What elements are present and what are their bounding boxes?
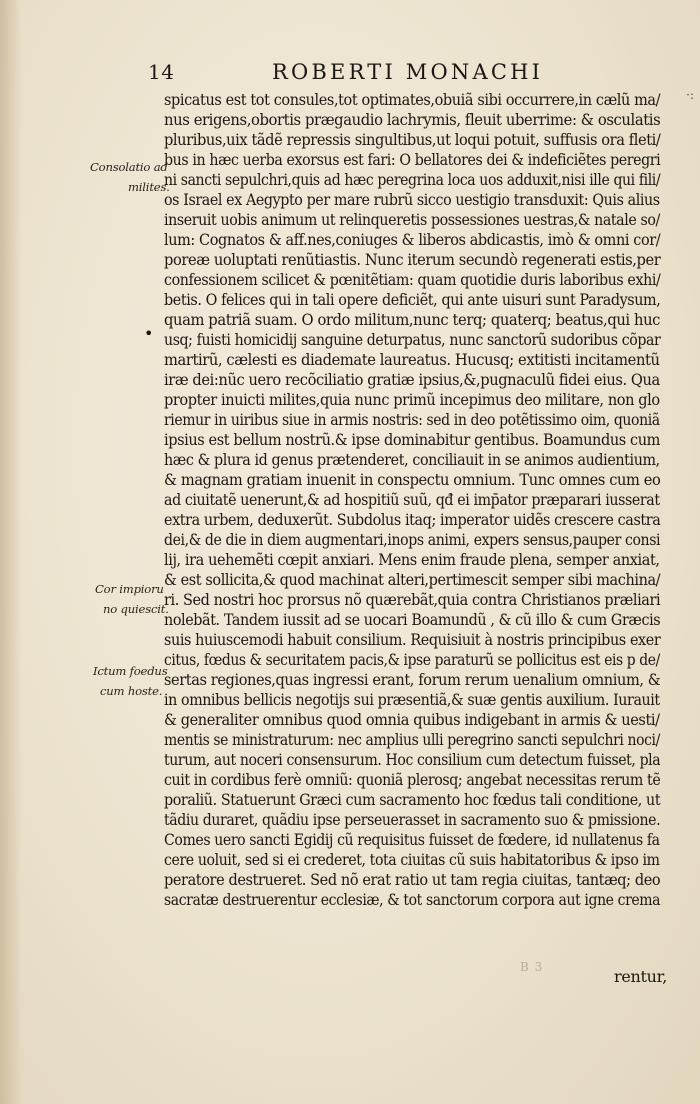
text-line: poraliũ. Statuerunt Græci cum sacramento hoc fœdus tali conditione, ut — [164, 790, 661, 809]
text-line: ni sancti sepulchri,quis ad hæc peregrina loca uos adduxit,nisi ille qui fili/ — [164, 170, 661, 189]
marginal-dot-mark: • — [144, 324, 154, 343]
text-line: cere uoluit, sed si ei crederet, tota ciuitas cũ suis habitatoribus & ipso im — [164, 850, 660, 869]
text-line: ipsius est bellum nostrũ.& ipse dominabitur gentibus. Boamundus cum — [164, 430, 660, 449]
text-line: peratore destrueret. Sed nõ erat ratio ut tam regia ciuitas, tantæq; deo — [164, 870, 661, 889]
text-line: nolebãt. Tandem iussit ad se uocari Boamundũ , & cũ illo & cum Græcis — [164, 610, 661, 629]
text-line: bus in hæc uerba exorsus est fari: O bellatores dei & indeficiẽtes peregri — [164, 150, 661, 169]
text-line: spicatus est tot consules,tot optimates,obuiã sibi occurrere,in cælũ ma/ — [164, 90, 661, 109]
marginal-note-cor-impiorum-line-2: no quiescit. — [103, 602, 169, 616]
text-line: poreæ uoluptati renũtiastis. Nunc iterum secundò regenerati estis,per — [164, 250, 661, 269]
text-line: inseruit uobis animum ut relinqueretis possessiones uestras,& natale so/ — [164, 210, 660, 229]
catchword: rentur, — [614, 967, 668, 986]
text-line: mentis se ministraturum: nec amplius ulli peregrino sancti sepulchri noci/ — [164, 730, 660, 749]
text-line: pluribus,uix tãdẽ repressis singultibus,ut loqui potuit, suffusis ora fleti/ — [164, 130, 661, 149]
text-line: ad ciuitatẽ uenerunt,& ad hospitiũ suũ, qđ ei imp̄ator præparari iusserat — [164, 490, 660, 509]
marginal-note-ictum-foedus-line-1: Ictum foedus — [93, 664, 168, 678]
running-title: ROBERTI MONACHI — [272, 60, 544, 84]
text-line: cuit in cordibus ferè omniũ: quoniã plerosq; angebat necessitas rerum tẽ — [164, 770, 661, 789]
text-line: turum, aut noceri consensurum. Hoc consilium cum detectum fuisset, pla — [164, 750, 661, 769]
text-line: & magnam gratiam inuenit in conspectu omnium. Tunc omnes cum eo — [164, 470, 661, 489]
text-line: dei,& de die in diem augmentari,inops animi, expers sensus,pauper consi — [164, 530, 661, 549]
text-line: extra urbem, deduxerũt. Subdolus itaq; imperator uidẽs crescere castra — [164, 510, 661, 529]
text-line: nus erigens,obortis prægaudio lachrymis, fleuit uberrime: & osculatis — [164, 110, 661, 129]
page-header — [0, 60, 700, 86]
margin-smudge-mark: ·: — [686, 88, 694, 102]
text-line: & est sollicita,& quod machinat alteri,pertimescit semper sibi machina/ — [164, 570, 661, 589]
text-line: os Israel ex Aegypto per mare rubrũ sicco uestigio transduxit: Quis alius — [164, 190, 660, 209]
text-line: ri. Sed nostri hoc prorsus nõ quærebãt,quia contra Christianos præliari — [164, 590, 661, 609]
text-line: martirũ, cælesti es diademate laureatus. Hucusq; extitisti incitamentũ — [164, 350, 660, 369]
text-line: lum: Cognatos & aff.nes,coniuges & liberos abdicastis, imò & omni cor/ — [164, 230, 661, 249]
page-number: 14 — [148, 60, 175, 84]
text-line: iræ dei:nũc uero recõciliatio gratiæ ipsius,&,pugnaculũ fidei eius. Qua — [164, 370, 660, 389]
text-line: Comes uero sancti Egidij cũ requisitus fuisset de fœdere, id nullatenus fa — [164, 830, 660, 849]
text-line: suis huiuscemodi habuit consilium. Requisiuit à nostris principibus exer — [164, 630, 661, 649]
text-line: sacratæ destruerentur ecclesiæ, & tot sanctorum corpora aut igne crema — [164, 890, 661, 909]
signature-mark: B 3 — [520, 960, 544, 974]
text-line: citus, fœdus & securitatem pacis,& ipse paraturũ se pollicitus est eis p de/ — [164, 650, 660, 669]
text-line: betis. O felices qui in tali opere deficiẽt, qui ante uisuri sunt Paradysum, — [164, 290, 661, 309]
text-line: in omnibus bellicis negotijs sui præsentiã,& suæ gentis auxilium. Iurauit — [164, 690, 660, 709]
marginal-note-ictum-foedus-line-2: cum hoste. — [100, 684, 163, 698]
text-line: sertas regiones,quas ingressi erant, forum rerum uenalium omnium, & — [164, 670, 661, 689]
marginal-note-cor-impiorum-line-1: Cor impioru — [95, 582, 164, 596]
text-line: riemur in uiribus siue in armis nostris: sed in deo potẽtissimo oim, quoniã — [164, 410, 660, 429]
text-line: lij, ira uehemẽti cœpit anxiari. Mens enim fraude plena, semper anxiat, — [164, 550, 660, 569]
page-gutter-shadow — [0, 0, 22, 1104]
text-line: & generaliter omnibus quod omnia quibus indigebant in armis & uesti/ — [164, 710, 660, 729]
text-line: quam patriã suam. O ordo militum,nunc terq; quaterq; beatus,qui huc — [164, 310, 660, 329]
text-line: confessionem scilicet & pœnitẽtiam: quam quotidie duris laboribus exhi/ — [164, 270, 661, 289]
marginal-note-consolatio-line-2: milites. — [128, 180, 170, 194]
text-line: usq; fuisti homicidij sanguine deturpatus, nunc sanctorũ sudoribus cõpar — [164, 330, 661, 349]
text-line: hæc & plura id genus prætenderet, conciliauit in se animos audientium, — [164, 450, 660, 469]
text-line: propter inuicti milites,quia nunc primũ incepimus deo militare, non glo — [164, 390, 660, 409]
marginal-note-consolatio-line-1: Consolatio ad — [90, 160, 168, 174]
text-line: tãdiu duraret, quãdiu ipse perseuerasset in sacramento suo & pmissione. — [164, 810, 661, 829]
